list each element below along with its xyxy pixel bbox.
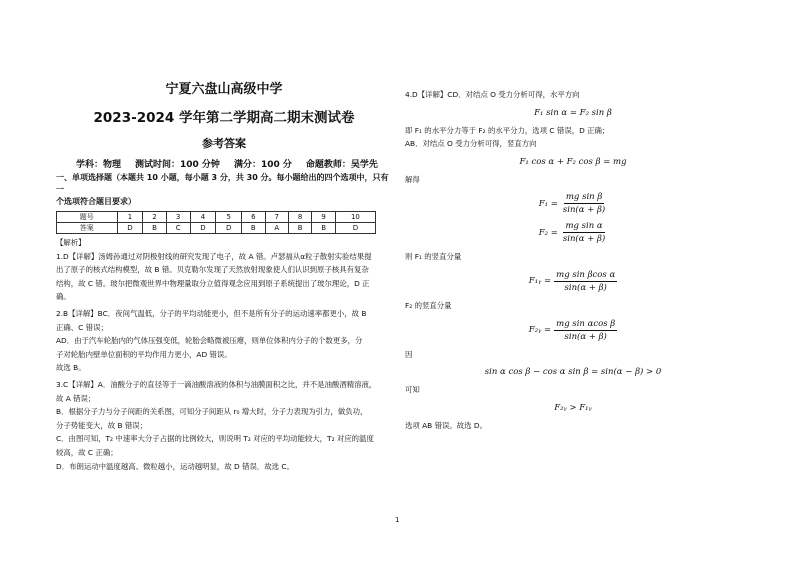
explanation-line: 故 A 错误；	[56, 393, 96, 403]
explanation-line: 解得	[405, 174, 420, 184]
answer-cell: D	[117, 223, 143, 234]
answer-cell: B	[143, 223, 166, 234]
question-number: 10	[335, 212, 375, 223]
explanation-line: 子对轮胎内壁单位面积的平均作用力更小，AD 错误。	[56, 349, 232, 359]
equation: sin α cos β − cos α sin β = sin(α − β) > 0	[484, 367, 662, 378]
fraction-lhs: F₂ =	[538, 227, 558, 238]
fraction-numerator: mg sin αcos β	[556, 318, 616, 329]
fraction-equation	[405, 270, 741, 293]
fraction-lhs: F₁ =	[538, 198, 558, 209]
answer-cell: A	[265, 223, 288, 234]
section-heading: 一、单项选择题（本题共 10 小题，每小题 3 分，共 30 分。每小题给出的四个选项中，只有一	[56, 173, 389, 194]
exam-meta	[76, 157, 392, 170]
answer-cell: D	[335, 223, 375, 234]
question-number: 4	[190, 212, 216, 223]
explanation-line: C．由图可知，T₂ 中速率大分子占据的比例较大，则说明 T₂ 对应的平均动能较大，T₂ 对应的温度	[56, 434, 374, 444]
answer-cell: B	[312, 223, 335, 234]
question-number: 3	[166, 212, 190, 223]
analysis-label: 【解析】	[56, 238, 86, 247]
right-column	[405, 88, 741, 432]
explanation-line: AD．由于汽车轮胎内的气体压强变低，轮胎会略微被压瘪，则单位体积内分子的个数更多，分	[56, 336, 363, 346]
fraction-denominator: sin(α + β)	[564, 331, 607, 342]
equation: F₁ sin α = F₂ sin β	[534, 107, 612, 118]
answer-row-label: 答案	[57, 223, 118, 234]
explanation-line: 较高，故 C 正确；	[56, 447, 118, 457]
question-number: 2	[143, 212, 166, 223]
explanation-line: F₂ 的竖直分量	[405, 300, 452, 310]
explanation-line: 选项 AB 错误。故选 D。	[405, 420, 487, 430]
explanation-line: 2.B【详解】BC．夜间气温低，分子的平均动能更小，但不是所有分子的运动速率都更小，故 B	[56, 308, 367, 318]
explanation-line: 结构，故 C 错。玻尔把微观世界中物理量取分立值得观念应用到原子系统提出了玻尔理论，D 正	[56, 278, 370, 288]
meta-subject: 学科：物理	[76, 160, 122, 170]
fraction-denominator: sin(α + β)	[562, 205, 606, 216]
explanation-line: 故选 B。	[56, 363, 86, 373]
question-number: 8	[288, 212, 311, 223]
explanation-line: 出了原子的核式结构模型，故 B 错。贝克勒尔发现了天然放射现象使人们认识到原子核具有复杂	[56, 265, 369, 275]
question-row-label: 题号	[57, 212, 118, 223]
fraction-lhs: F₂ᵧ =	[528, 325, 552, 336]
explanation-line: 3.C【详解】A．油酸分子的直径等于一滴油酸溶液的体积与油膜面积之比，并不是油酸酒精溶液，	[56, 379, 377, 389]
exam-title: 2023-2024 学年第二学期高二期末测试卷	[93, 110, 355, 126]
fraction-lhs: F₁ᵧ =	[528, 276, 552, 287]
answer-key-table	[56, 211, 376, 234]
explanation-line: 可知	[405, 385, 420, 395]
fraction-denominator: sin(α + β)	[564, 282, 607, 293]
explanation-line: 4.D【详解】CD．对结点 O 受力分析可得，水平方向	[405, 90, 580, 99]
fraction-numerator: mg sin α	[565, 221, 603, 232]
explanation-line: 正确、C 错误；	[56, 322, 108, 332]
fraction-equation	[405, 192, 741, 215]
question-number: 1	[117, 212, 143, 223]
fraction-denominator: sin(α + β)	[562, 234, 606, 245]
answer-cell: B	[242, 223, 265, 234]
page-number: 1	[395, 516, 400, 524]
school-name: 宁夏六盘山高级中学	[165, 82, 283, 97]
fraction-numerator: mg sin β	[565, 192, 603, 203]
question-row	[57, 212, 376, 223]
meta-score: 满分：100 分	[233, 160, 292, 170]
equation: F₂ᵧ > F₁ᵧ	[554, 402, 592, 413]
meta-teacher: 命题教师：吴学先	[305, 160, 378, 170]
explanation-line: 因	[405, 349, 413, 359]
answer-cell: C	[166, 223, 190, 234]
answer-row	[57, 223, 376, 234]
answer-cell: D	[216, 223, 242, 234]
explanation-line: 分子势能变大，故 B 错误；	[56, 420, 148, 430]
answer-cell: D	[190, 223, 216, 234]
explanation-line: D．布朗运动中温度越高、微粒越小，运动越明显，故 D 错误．故选 C。	[56, 461, 294, 471]
explanation-line: B．根据分子力与分子间距的关系图，可知分子间距从 r₀ 增大时，分子力表现为引力，做负功，	[56, 407, 368, 417]
question-number: 9	[312, 212, 335, 223]
explanation-line: 确。	[56, 292, 71, 302]
fraction-equation	[405, 221, 741, 244]
question-number: 5	[216, 212, 242, 223]
question-number: 6	[242, 212, 265, 223]
explanation-line: 则 F₁ 的竖直分量	[405, 252, 462, 262]
meta-time: 测试时间：100 分钟	[135, 160, 220, 170]
answer-title: 参考答案	[202, 137, 246, 150]
section-heading-cont: 个选项符合题目要求）	[56, 197, 136, 206]
explanation-line: 1.D【详解】汤姆孙通过对阴极射线的研究发现了电子，故 A 错。卢瑟福从α粒子散射实验结果提	[56, 251, 372, 261]
answer-cell: B	[288, 223, 311, 234]
equation: F₁ cos α + F₂ cos β = mg	[519, 156, 627, 167]
left-column	[56, 78, 392, 473]
question-number: 7	[265, 212, 288, 223]
explanation-line: AB．对结点 O 受力分析可得，竖直方向	[405, 139, 537, 149]
fraction-numerator: mg sin βcos α	[556, 269, 616, 280]
explanation-line: 即 F₁ 的水平分力等于 F₂ 的水平分力，选项 C 错误，D 正确；	[405, 125, 610, 135]
fraction-equation	[405, 319, 741, 342]
